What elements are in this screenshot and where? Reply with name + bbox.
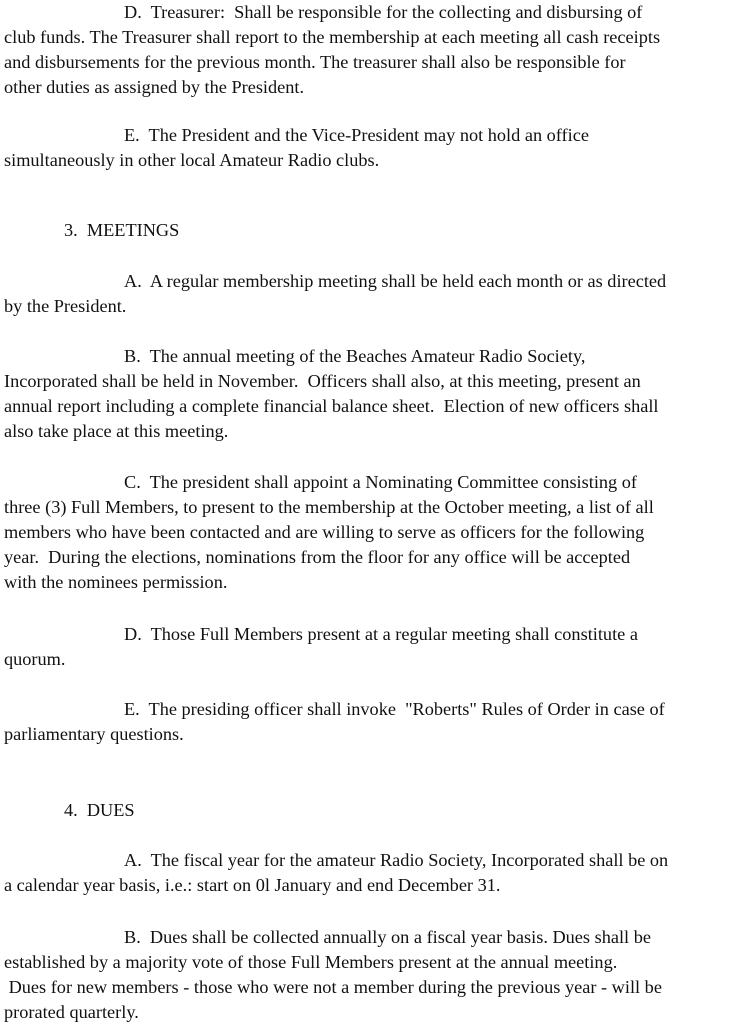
text-line: A. The fiscal year for the amateur Radio Society, Incorporated shall be on — [124, 850, 669, 870]
text-line: with the nominees permission. — [4, 572, 228, 592]
text-line: members who have been contacted and are willing to serve as officers for the following — [4, 522, 645, 542]
text-line: by the President. — [4, 296, 127, 316]
text-line: A. A regular membership meeting shall be held each month or as directed — [124, 271, 667, 291]
text-line: Incorporated shall be held in November. Officers shall also, at this meeting, present an — [4, 371, 641, 391]
text-line: simultaneously in other local Amateur Radio clubs. — [4, 150, 380, 170]
text-line: D. Treasurer: Shall be responsible for the collecting and disbursing of — [124, 2, 643, 22]
text-line: E. The President and the Vice-President may not hold an office — [124, 125, 589, 145]
text-line: club funds. The Treasurer shall report to the membership at each meeting all cash receipts — [4, 27, 661, 47]
text-line: quorum. — [4, 649, 66, 669]
text-line: prorated quarterly. — [4, 1002, 139, 1022]
text-line: and disbursements for the previous month. The treasurer shall also be responsible for — [4, 52, 626, 72]
text-line: annual report including a complete financial balance sheet. Election of new officers shall — [4, 396, 659, 416]
text-line: established by a majority vote of those Full Members present at the annual meeting. — [4, 952, 618, 972]
text-line: year. During the elections, nominations from the floor for any office will be accepted — [4, 547, 631, 567]
section-heading-meetings: 3. MEETINGS — [64, 220, 180, 240]
text-line: E. The presiding officer shall invoke "Roberts" Rules of Order in case of — [124, 699, 665, 719]
section-heading-dues: 4. DUES — [64, 800, 135, 820]
text-line: C. The president shall appoint a Nominating Committee consisting of — [124, 472, 637, 492]
text-line: D. Those Full Members present at a regular meeting shall constitute a — [124, 624, 638, 644]
text-line: B. Dues shall be collected annually on a fiscal year basis. Dues shall be — [124, 927, 651, 947]
text-line: a calendar year basis, i.e.: start on 0l January and end December 31. — [4, 875, 501, 895]
text-line: three (3) Full Members, to present to the membership at the October meeting, a list of all — [4, 497, 654, 517]
text-line: other duties as assigned by the President. — [4, 77, 305, 97]
text-line: parliamentary questions. — [4, 724, 184, 744]
text-line: Dues for new members - those who were not a member during the previous year - will be — [4, 977, 662, 997]
text-line: also take place at this meeting. — [4, 421, 229, 441]
text-line: B. The annual meeting of the Beaches Amateur Radio Society, — [124, 346, 586, 366]
